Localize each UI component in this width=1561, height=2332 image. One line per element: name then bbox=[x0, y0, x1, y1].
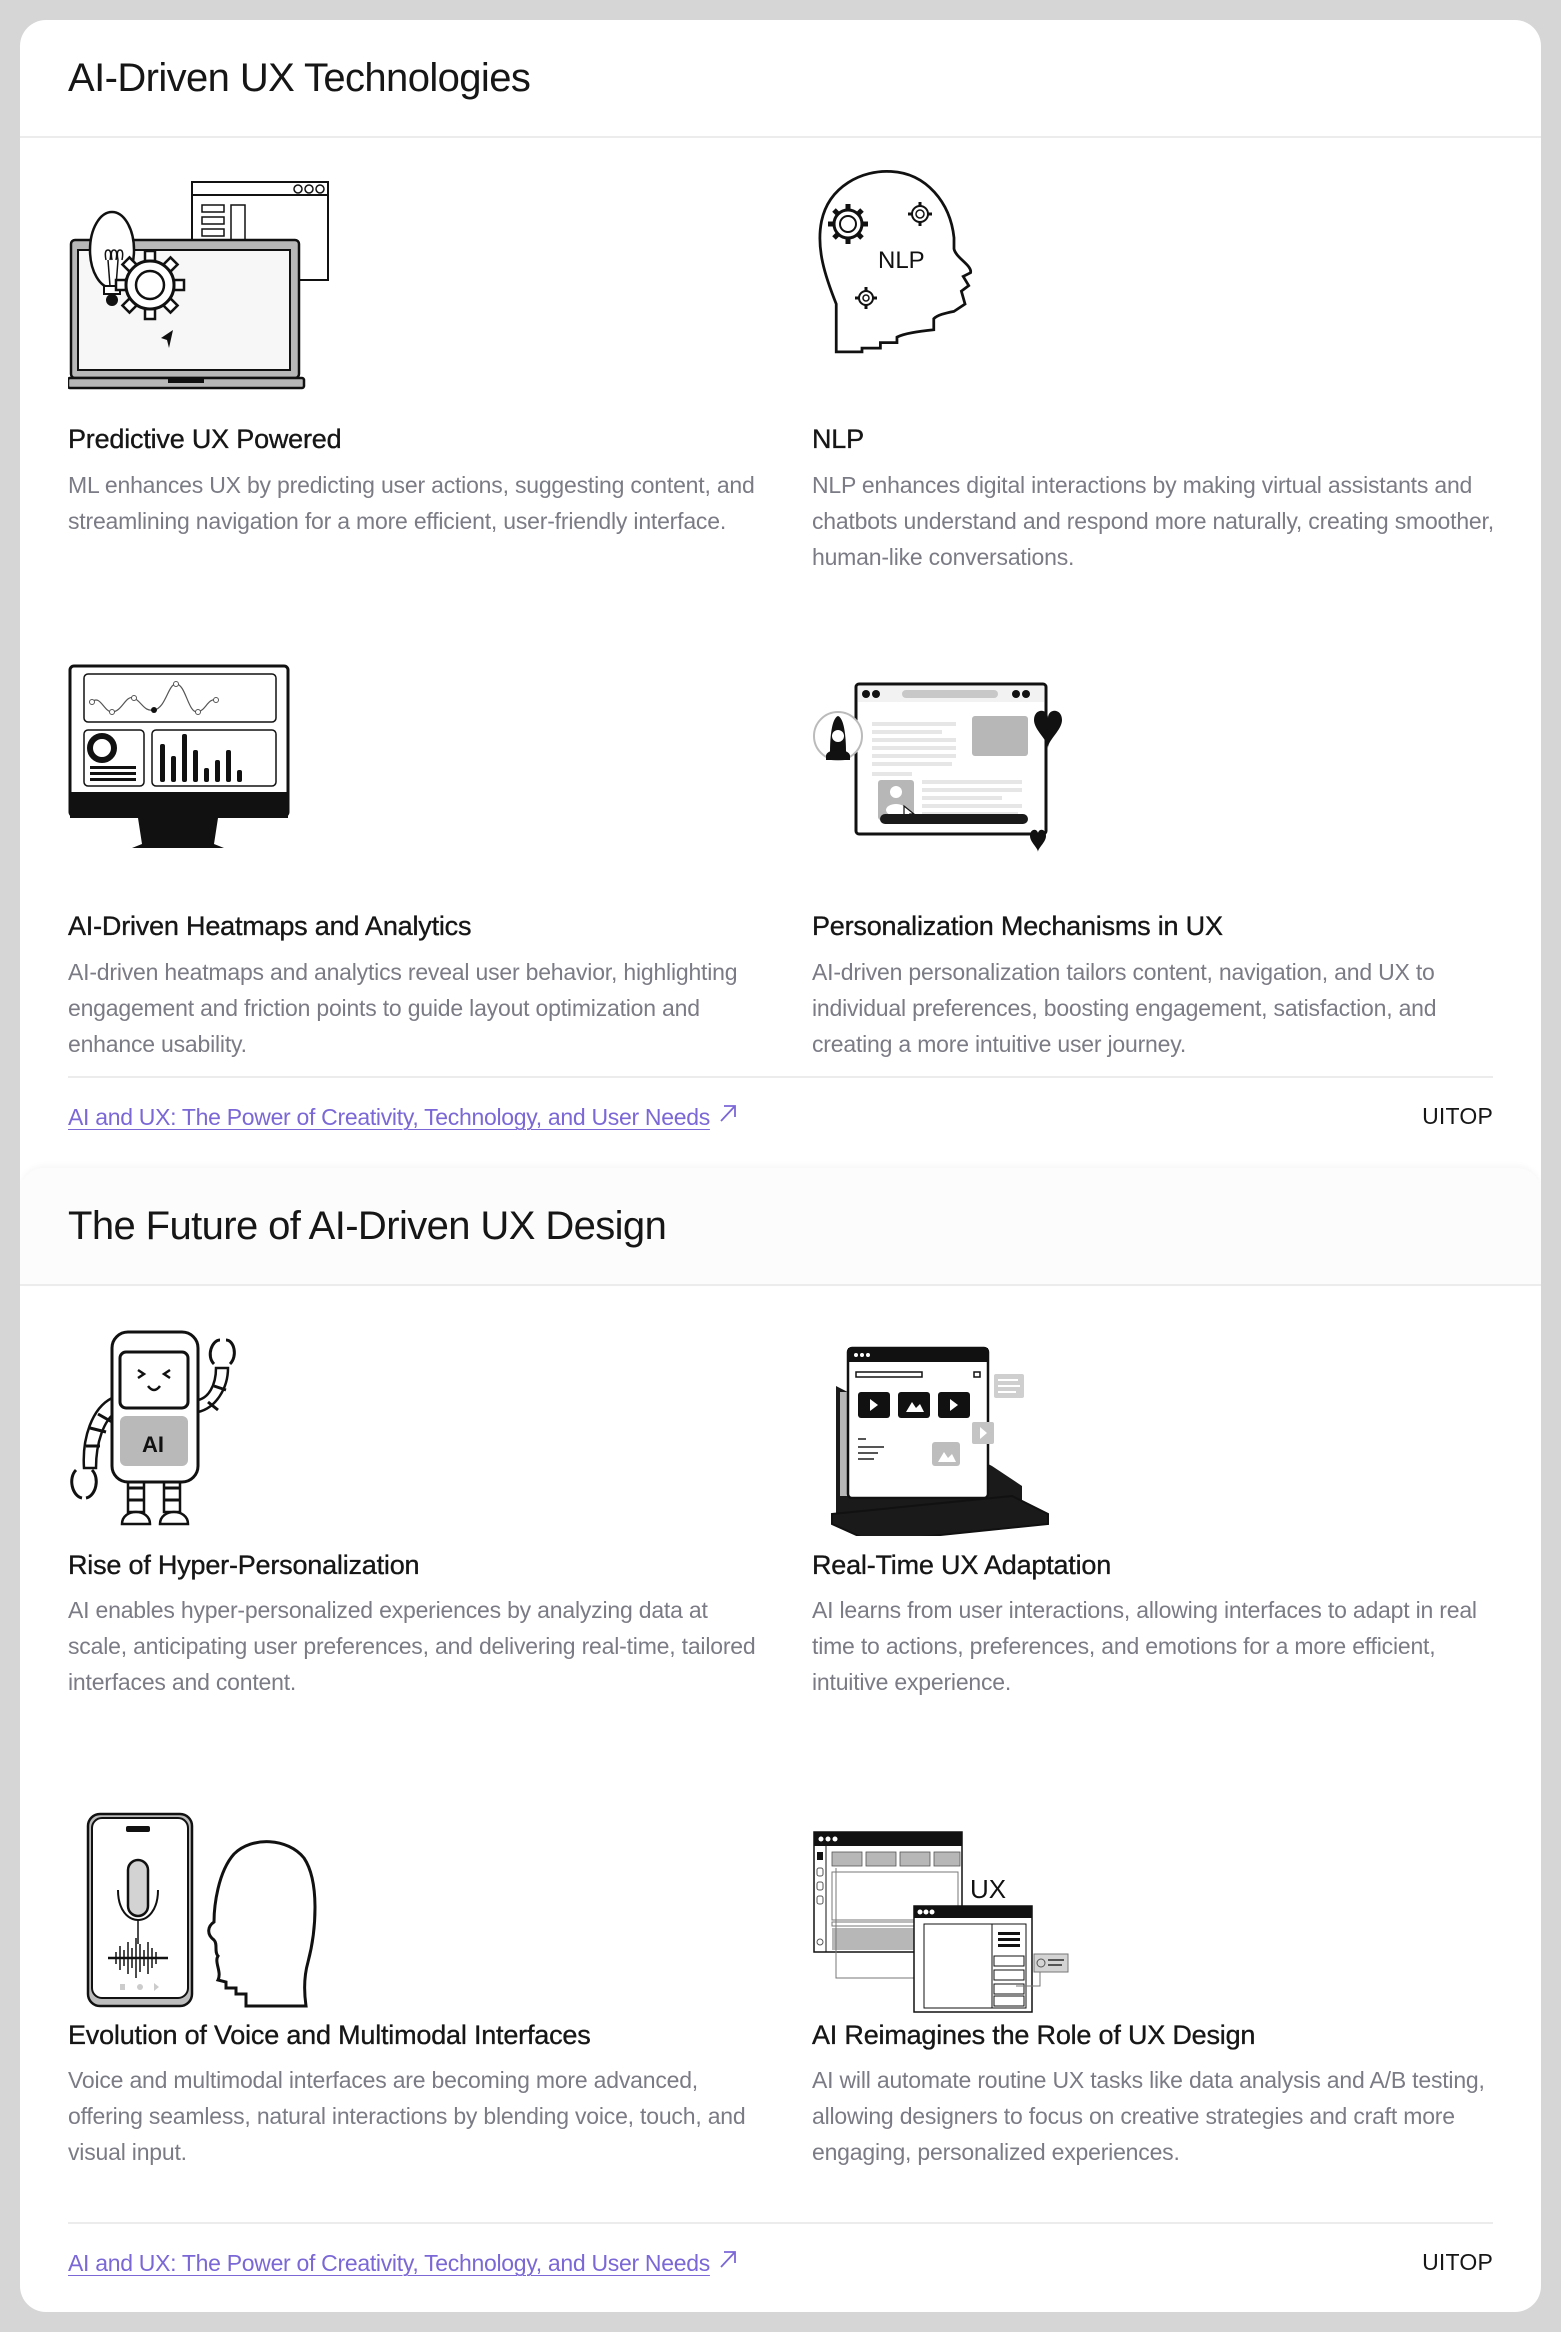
feature-title: Evolution of Voice and Multimodal Interfaces bbox=[68, 2020, 591, 2050]
feature-description: AI enables hyper-personalized experiences by analyzing data at scale, anticipating user preferences, and delivering real-time, tailored interfaces and content. bbox=[68, 1597, 756, 1695]
feature-title: Real-Time UX Adaptation bbox=[812, 1550, 1112, 1580]
arrow-up-right-icon bbox=[718, 2248, 738, 2275]
link-text[interactable]: AI and UX: The Power of Creativity, Technology, and User Needs bbox=[68, 1104, 710, 1130]
section-title: The Future of AI-Driven UX Design bbox=[68, 1204, 667, 1248]
feature-title: Personalization Mechanisms in UX bbox=[812, 911, 1223, 941]
personalized-webpage-hearts-icon bbox=[812, 680, 1072, 860]
feature-description: ML enhances UX by predicting user actions, suggesting content, and streamlining navigation for a more efficient, user-friendly interface. bbox=[68, 472, 755, 534]
section-ai-driven-ux-technologies bbox=[20, 20, 1541, 1168]
svg-text:UX: UX bbox=[970, 1874, 1007, 1904]
monitor-analytics-dashboard-icon bbox=[68, 664, 293, 854]
head-nlp-gears-icon bbox=[812, 170, 992, 370]
related-article-link[interactable] bbox=[68, 1102, 738, 1131]
section-header bbox=[20, 1168, 1541, 1286]
phone-microphone-head-icon bbox=[68, 1812, 338, 2012]
feature-description: NLP enhances digital interactions by making virtual assistants and chatbots understand and respond more naturally, creating smoother, human-like conversations. bbox=[812, 472, 1494, 570]
feature-title: Predictive UX Powered bbox=[68, 424, 342, 454]
ux-wireframe-windows-icon bbox=[812, 1828, 1092, 2018]
arrow-up-right-icon bbox=[718, 1102, 738, 1129]
svg-text:AI: AI bbox=[142, 1432, 164, 1457]
brand-label: UITOP bbox=[1422, 1103, 1493, 1129]
feature-description: AI will automate routine UX tasks like data analysis and A/B testing, allowing designers to focus on creative strategies and craft more engaging, personalized experiences. bbox=[812, 2067, 1485, 2165]
feature-description: AI learns from user interactions, allowing interfaces to adapt in real time to actions, preferences, and emotions for a more efficient, intuitive experience. bbox=[812, 1597, 1477, 1695]
feature-title: AI Reimagines the Role of UX Design bbox=[812, 2020, 1256, 2050]
waving-robot-icon bbox=[68, 1328, 288, 1528]
footer-divider bbox=[68, 2222, 1493, 2224]
content-card bbox=[20, 20, 1541, 2312]
feature-description: AI-driven heatmaps and analytics reveal user behavior, highlighting engagement and friction points to guide layout optimization and enhance usability. bbox=[68, 959, 738, 1057]
related-article-link[interactable] bbox=[68, 2248, 738, 2277]
section-header bbox=[20, 20, 1541, 138]
feature-title: NLP bbox=[812, 424, 864, 454]
section-title: AI-Driven UX Technologies bbox=[68, 56, 531, 100]
brand-label: UITOP bbox=[1422, 2249, 1493, 2275]
section-future-of-ai-ux-design bbox=[20, 1168, 1541, 2312]
footer-divider bbox=[68, 1076, 1493, 1078]
feature-description: AI-driven personalization tailors content, navigation, and UX to individual preferences, boosting engagement, satisfaction, and creating a more intuitive user journey. bbox=[812, 959, 1437, 1057]
laptop-lightbulb-gear-icon bbox=[68, 160, 330, 392]
svg-text:NLP: NLP bbox=[878, 247, 925, 274]
laptop-adaptive-media-icon bbox=[812, 1346, 1072, 1536]
link-text[interactable]: AI and UX: The Power of Creativity, Technology, and User Needs bbox=[68, 2250, 710, 2276]
feature-description: Voice and multimodal interfaces are becoming more advanced, offering seamless, natural interactions by blending voice, touch, and visual input. bbox=[68, 2067, 746, 2165]
feature-title: Rise of Hyper-Personalization bbox=[68, 1550, 420, 1580]
feature-title: AI-Driven Heatmaps and Analytics bbox=[68, 911, 472, 941]
